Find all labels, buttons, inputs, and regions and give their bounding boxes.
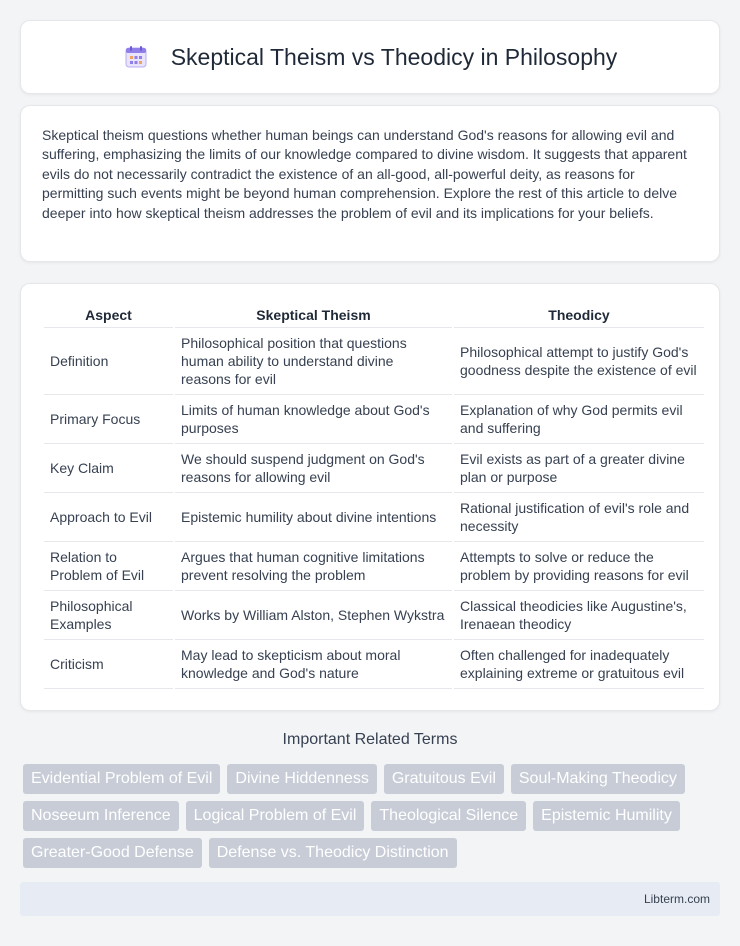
table-row bbox=[44, 542, 704, 591]
row-theodicy: Often challenged for inadequately explaining extreme or gratuitous evil bbox=[454, 640, 704, 689]
related-terms-title: Important Related Terms bbox=[282, 731, 458, 748]
term-tag[interactable]: Noseeum Inference bbox=[23, 801, 179, 831]
table-row bbox=[44, 395, 704, 444]
calendar-icon bbox=[123, 44, 149, 70]
table-row bbox=[44, 591, 704, 640]
comparison-table bbox=[42, 304, 706, 689]
comparison-card bbox=[20, 283, 720, 711]
row-skeptical: Epistemic humility about divine intentions bbox=[175, 493, 452, 542]
table-row bbox=[44, 328, 704, 395]
table-row bbox=[44, 493, 704, 542]
row-aspect: Primary Focus bbox=[44, 395, 173, 444]
intro-text: Skeptical theism questions whether human beings can understand God's reasons for allowing evil and suffering, emphasizing the limits of our knowledge compared to divine wisdom. It suggests that apparent evils do not necessarily contradict the existence of an all-good, all-powerful deity, as reasons for permitting such events might be beyond human comprehension. Explore the rest of this article to delve deeper into how skeptical theism addresses the problem of evil and its implications for your beliefs. bbox=[42, 127, 687, 221]
row-skeptical: May lead to skepticism about moral knowledge and God's nature bbox=[175, 640, 452, 689]
header-theodicy: Theodicy bbox=[454, 304, 704, 328]
row-aspect: Approach to Evil bbox=[44, 493, 173, 542]
intro-card bbox=[20, 105, 720, 262]
row-theodicy: Explanation of why God permits evil and suffering bbox=[454, 395, 704, 444]
row-skeptical: Philosophical position that questions human ability to understand divine reasons for evil bbox=[175, 328, 452, 395]
term-tag[interactable]: Theological Silence bbox=[371, 801, 526, 831]
table-row bbox=[44, 444, 704, 493]
row-theodicy: Rational justification of evil's role and necessity bbox=[454, 493, 704, 542]
term-tag[interactable]: Epistemic Humility bbox=[533, 801, 680, 831]
row-aspect: Philosophical Examples bbox=[44, 591, 173, 640]
term-tag[interactable]: Logical Problem of Evil bbox=[186, 801, 365, 831]
title-card bbox=[20, 20, 720, 94]
row-aspect: Relation to Problem of Evil bbox=[44, 542, 173, 591]
table-row bbox=[44, 640, 704, 689]
footer bbox=[20, 882, 720, 916]
row-skeptical: Argues that human cognitive limitations prevent resolving the problem bbox=[175, 542, 452, 591]
term-tag[interactable]: Greater-Good Defense bbox=[23, 838, 202, 868]
row-theodicy: Attempts to solve or reduce the problem by providing reasons for evil bbox=[454, 542, 704, 591]
table-header-row bbox=[44, 304, 704, 328]
row-aspect: Criticism bbox=[44, 640, 173, 689]
header-skeptical-theism: Skeptical Theism bbox=[175, 304, 452, 328]
row-skeptical: Works by William Alston, Stephen Wykstra bbox=[175, 591, 452, 640]
row-aspect: Key Claim bbox=[44, 444, 173, 493]
row-skeptical: We should suspend judgment on God's reasons for allowing evil bbox=[175, 444, 452, 493]
row-theodicy: Evil exists as part of a greater divine plan or purpose bbox=[454, 444, 704, 493]
header-aspect: Aspect bbox=[44, 304, 173, 328]
page-title: Skeptical Theism vs Theodicy in Philosophy bbox=[170, 43, 618, 70]
term-tag[interactable]: Divine Hiddenness bbox=[227, 764, 376, 794]
term-tag[interactable]: Evidential Problem of Evil bbox=[23, 764, 220, 794]
row-theodicy: Classical theodicies like Augustine's, Irenaean theodicy bbox=[454, 591, 704, 640]
term-tag[interactable]: Gratuitous Evil bbox=[384, 764, 504, 794]
footer-site-link[interactable]: Libterm.com bbox=[643, 892, 710, 906]
term-tag[interactable]: Defense vs. Theodicy Distinction bbox=[209, 838, 457, 868]
row-theodicy: Philosophical attempt to justify God's goodness despite the existence of evil bbox=[454, 328, 704, 395]
related-terms-list bbox=[23, 764, 723, 868]
term-tag[interactable]: Soul-Making Theodicy bbox=[511, 764, 685, 794]
row-skeptical: Limits of human knowledge about God's purposes bbox=[175, 395, 452, 444]
row-aspect: Definition bbox=[44, 328, 173, 395]
